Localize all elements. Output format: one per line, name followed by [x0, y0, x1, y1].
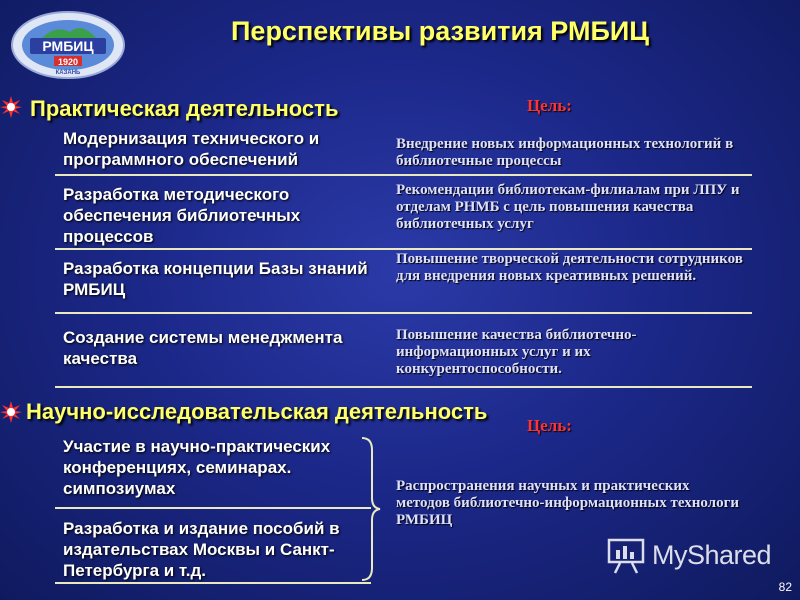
row-divider [55, 312, 752, 314]
practical-goal-methodical: Рекомендации библиотекам-филиалам при ЛПУ и отделам РНМБ с цель повышения качества библиотечных услуг [396, 182, 740, 232]
row-divider [55, 507, 371, 509]
practical-goal-modernization: Внедрение новых информационных технологий в библиотечные процессы [396, 136, 734, 169]
svg-text:КАЗАНЬ: КАЗАНЬ [55, 70, 81, 76]
row-divider [55, 582, 371, 584]
goal-label-research: Цель: [527, 416, 572, 435]
watermark-text: MyShared [652, 540, 772, 570]
curly-brace-icon [358, 436, 384, 582]
starburst-bullet-icon [0, 96, 22, 118]
research-shared-goal: Распространения научных и практических методов библиотечно-информационных технологи РМБИЦ [396, 478, 740, 528]
research-item-conferences: Участие в научно-практических конференциях, семинарах. симпозиумах [63, 437, 331, 498]
page-title: Перспективы развития РМБИЦ [231, 16, 649, 46]
presentation-board-icon [606, 536, 646, 574]
practical-goal-quality-system: Повышение качества библиотечно-информационных услуг и их конкурентоспособности. [396, 327, 637, 377]
research-item-publications: Разработка и издание пособий в издательствах Москвы и Санкт-Петербурга и т.д. [63, 519, 340, 580]
page-number: 82 [778, 580, 792, 594]
practical-goal-knowledge-base: Повышение творческой деятельности сотрудников для внедрения новых креативных решений. [396, 251, 743, 284]
row-divider [55, 174, 752, 176]
row-divider [55, 386, 752, 388]
rmbic-logo [10, 10, 126, 80]
section-heading-research: Научно-исследовательская деятельность [26, 399, 488, 424]
myshared-watermark [606, 536, 786, 576]
row-divider [55, 248, 752, 250]
svg-text:1920: 1920 [57, 57, 79, 67]
practical-item-methodical: Разработка методического обеспечения библиотечных процессов [63, 185, 301, 246]
logo-emblem-icon [10, 10, 126, 80]
practical-item-knowledge-base: Разработка концепции Базы знаний РМБИЦ [63, 259, 368, 299]
practical-item-quality-system: Создание системы менеджмента качества [63, 328, 343, 368]
practical-item-modernization: Модернизация технического и программного обеспечений [63, 129, 320, 169]
svg-text:РМБИЦ: РМБИЦ [42, 38, 94, 54]
section-heading-practical: Практическая деятельность [30, 96, 339, 121]
goal-label-practical: Цель: [527, 96, 572, 115]
starburst-bullet-icon [0, 401, 22, 423]
